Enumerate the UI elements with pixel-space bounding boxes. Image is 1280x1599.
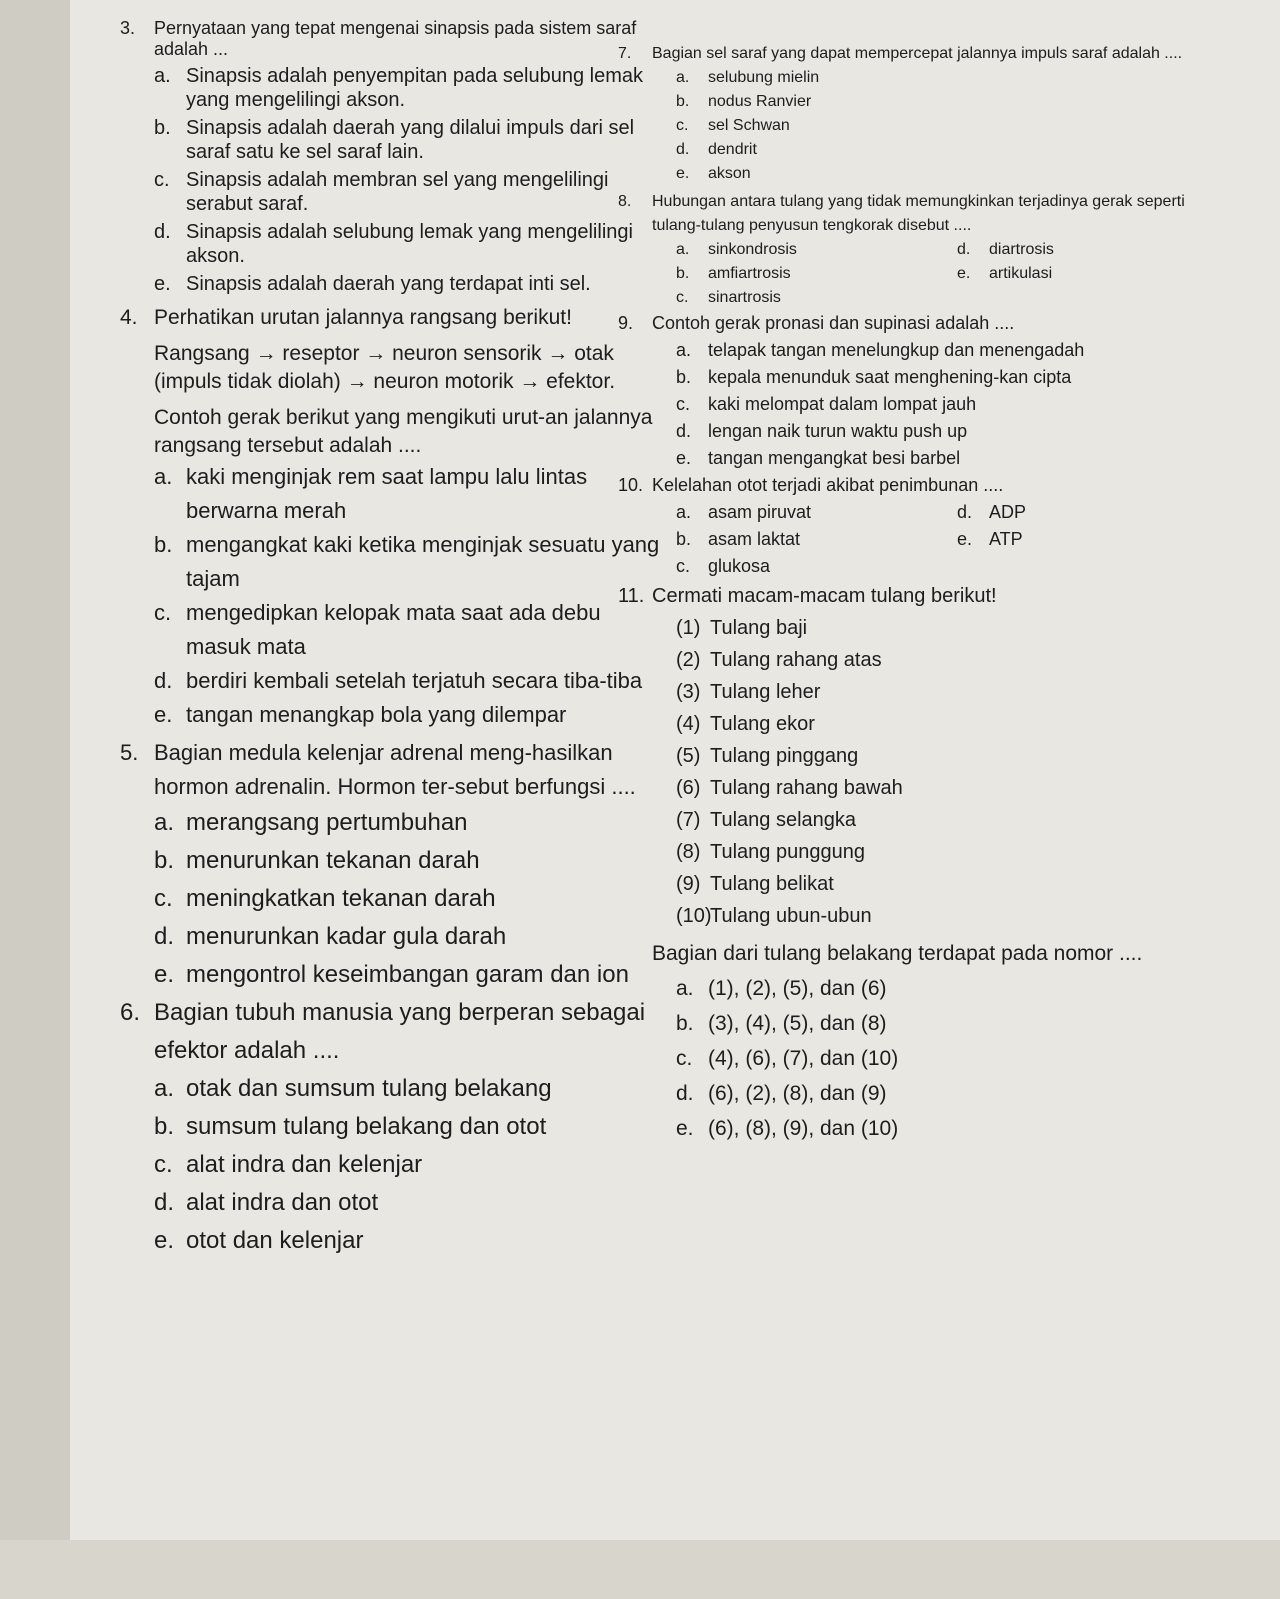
question-stem: Contoh gerak pronasi dan supinasi adalah .... bbox=[652, 313, 1015, 333]
option-a[interactable]: a. merangsang pertumbuhan bbox=[154, 809, 468, 836]
option-b[interactable]: b. sumsum tulang belakang dan otot bbox=[154, 1113, 547, 1140]
question-number: 6. bbox=[120, 999, 141, 1026]
option-e[interactable]: e. mengontrol keseimbangan garam dan ion bbox=[154, 961, 629, 988]
options bbox=[676, 66, 1238, 186]
list-item: (10) Tulang ubun-ubun bbox=[676, 905, 872, 927]
question-stem: Bagian tubuh manusia yang berperan sebagai efektor adalah .... bbox=[154, 999, 646, 1064]
list-item: (3) Tulang leher bbox=[676, 681, 821, 703]
question-stem: Perhatikan urutan jalannya rangsang berikut! bbox=[154, 306, 572, 329]
option-a[interactable]: a. sinkondrosis bbox=[676, 241, 797, 258]
option-e[interactable]: e. Sinapsis adalah daerah yang terdapat inti sel. bbox=[154, 273, 591, 295]
right-column bbox=[618, 42, 1238, 1146]
option-a[interactable]: a. (1), (2), (5), dan (6) bbox=[676, 977, 887, 1000]
option-e[interactable]: e. tangan menangkap bola yang dilempar bbox=[154, 702, 567, 727]
list-item: (2) Tulang rahang atas bbox=[676, 649, 882, 671]
option-b[interactable]: b. Sinapsis adalah daerah yang dilalui impuls dari sel saraf satu ke sel saraf lain. bbox=[154, 117, 635, 163]
question-10 bbox=[618, 472, 1238, 580]
option-d[interactable]: d. Sinapsis adalah selubung lemak yang mengelilingi akson. bbox=[154, 221, 633, 267]
question-3 bbox=[120, 18, 665, 296]
options bbox=[676, 971, 1238, 1146]
question-9 bbox=[618, 310, 1238, 472]
option-c[interactable]: c. kaki melompat dalam lompat jauh bbox=[676, 394, 977, 414]
question-number: 5. bbox=[120, 740, 139, 765]
page-bottom-edge bbox=[0, 1540, 1280, 1599]
option-a[interactable]: a. Sinapsis adalah penyempitan pada selubung lemak yang mengelilingi akson. bbox=[154, 65, 643, 111]
list-item: (7) Tulang selangka bbox=[676, 809, 857, 831]
list-item: (6) Tulang rahang bawah bbox=[676, 777, 903, 799]
question-5 bbox=[120, 736, 665, 994]
list-item: (4) Tulang ekor bbox=[676, 713, 815, 735]
option-c[interactable]: c. mengedipkan kelopak mata saat ada debu masuk mata bbox=[154, 600, 601, 659]
question-number: 11. bbox=[618, 585, 645, 607]
options bbox=[154, 460, 665, 732]
options bbox=[676, 337, 1238, 472]
option-b[interactable]: b. mengangkat kaki ketika menginjak sesuatu yang tajam bbox=[154, 532, 660, 591]
question-stem: Kelelahan otot terjadi akibat penimbunan .... bbox=[652, 475, 1004, 495]
list-item: (8) Tulang punggung bbox=[676, 841, 865, 863]
options bbox=[676, 499, 1238, 580]
list-item: (1) Tulang baji bbox=[676, 617, 808, 639]
stimulus-sequence: Rangsang → reseptor → neuron sensorik → otak (impuls tidak diolah) → neuron motorik → efektor. bbox=[154, 342, 616, 393]
question-stem: Pernyataan yang tepat mengenai sinapsis pada sistem saraf adalah ... bbox=[154, 18, 637, 59]
option-c[interactable]: c. meningkatkan tekanan darah bbox=[154, 885, 496, 912]
question-4 bbox=[120, 304, 665, 732]
options bbox=[676, 238, 1238, 310]
option-e[interactable]: e. otot dan kelenjar bbox=[154, 1227, 364, 1254]
option-d[interactable]: d. alat indra dan otot bbox=[154, 1189, 379, 1216]
left-column bbox=[120, 18, 665, 1260]
question-prompt: Bagian dari tulang belakang terdapat pada nomor .... bbox=[652, 942, 1143, 965]
option-b[interactable]: b. nodus Ranvier bbox=[676, 93, 812, 110]
question-number: 4. bbox=[120, 306, 138, 329]
option-e[interactable]: e. (6), (8), (9), dan (10) bbox=[676, 1117, 899, 1140]
question-number: 8. bbox=[618, 193, 632, 210]
question-11 bbox=[618, 580, 1238, 1146]
question-stem: Hubungan antara tulang yang tidak memungkinkan terjadinya gerak seperti tulang-tulang penyusun tengkorak disebut .... bbox=[652, 193, 1185, 234]
question-prompt: Contoh gerak berikut yang mengikuti urut-an jalannya rangsang tersebut adalah .... bbox=[154, 406, 653, 457]
option-e[interactable]: e. artikulasi bbox=[957, 265, 1053, 282]
question-stem: Bagian sel saraf yang dapat mempercepat jalannya impuls saraf adalah .... bbox=[652, 45, 1183, 62]
option-c[interactable]: c. alat indra dan kelenjar bbox=[154, 1151, 423, 1178]
option-b[interactable]: b. asam laktat bbox=[676, 529, 801, 549]
list-item: (9) Tulang belikat bbox=[676, 873, 834, 895]
question-8 bbox=[618, 190, 1238, 310]
option-b[interactable]: b. kepala menunduk saat menghening-kan cipta bbox=[676, 367, 1072, 387]
option-e[interactable]: e. akson bbox=[676, 165, 751, 182]
option-a[interactable]: a. selubung mielin bbox=[676, 69, 820, 86]
option-c[interactable]: c. sel Schwan bbox=[676, 117, 790, 134]
option-c[interactable]: c. (4), (6), (7), dan (10) bbox=[676, 1047, 899, 1070]
option-c[interactable]: c. Sinapsis adalah membran sel yang mengelilingi serabut saraf. bbox=[154, 169, 609, 215]
options bbox=[154, 64, 665, 296]
option-b[interactable]: b. (3), (4), (5), dan (8) bbox=[676, 1012, 887, 1035]
options bbox=[154, 804, 665, 994]
option-a[interactable]: a. asam piruvat bbox=[676, 502, 812, 522]
option-e[interactable]: e. tangan mengangkat besi barbel bbox=[676, 448, 961, 468]
options bbox=[154, 1070, 665, 1260]
option-c[interactable]: c. sinartrosis bbox=[676, 289, 781, 306]
option-b[interactable]: b. amfiartrosis bbox=[676, 265, 791, 282]
option-d[interactable]: d. lengan naik turun waktu push up bbox=[676, 421, 968, 441]
option-d[interactable]: d. diartrosis bbox=[957, 241, 1054, 258]
bone-list bbox=[676, 612, 1238, 932]
option-c[interactable]: c. glukosa bbox=[676, 556, 771, 576]
option-e[interactable]: e. ATP bbox=[957, 529, 1023, 549]
question-7 bbox=[618, 42, 1238, 186]
question-stem: Bagian medula kelenjar adrenal meng-hasilkan hormon adrenalin. Hormon ter-sebut berfungsi .... bbox=[154, 740, 636, 799]
option-d[interactable]: d. dendrit bbox=[676, 141, 757, 158]
option-d[interactable]: d. berdiri kembali setelah terjatuh secara tiba-tiba bbox=[154, 668, 643, 693]
option-a[interactable]: a. kaki menginjak rem saat lampu lalu lintas berwarna merah bbox=[154, 464, 588, 523]
option-a[interactable]: a. telapak tangan menelungkup dan menengadah bbox=[676, 340, 1085, 360]
option-d[interactable]: d. menurunkan kadar gula darah bbox=[154, 923, 507, 950]
question-6 bbox=[120, 994, 665, 1260]
option-b[interactable]: b. menurunkan tekanan darah bbox=[154, 847, 480, 874]
question-number: 10. bbox=[618, 475, 644, 495]
list-item: (5) Tulang pinggang bbox=[676, 745, 859, 767]
option-d[interactable]: d. ADP bbox=[957, 502, 1027, 522]
question-stem: Cermati macam-macam tulang berikut! bbox=[652, 585, 997, 607]
question-number: 9. bbox=[618, 313, 634, 333]
option-d[interactable]: d. (6), (2), (8), dan (9) bbox=[676, 1082, 887, 1105]
option-a[interactable]: a. otak dan sumsum tulang belakang bbox=[154, 1075, 552, 1102]
question-number: 3. bbox=[120, 18, 136, 38]
question-number: 7. bbox=[618, 45, 632, 62]
